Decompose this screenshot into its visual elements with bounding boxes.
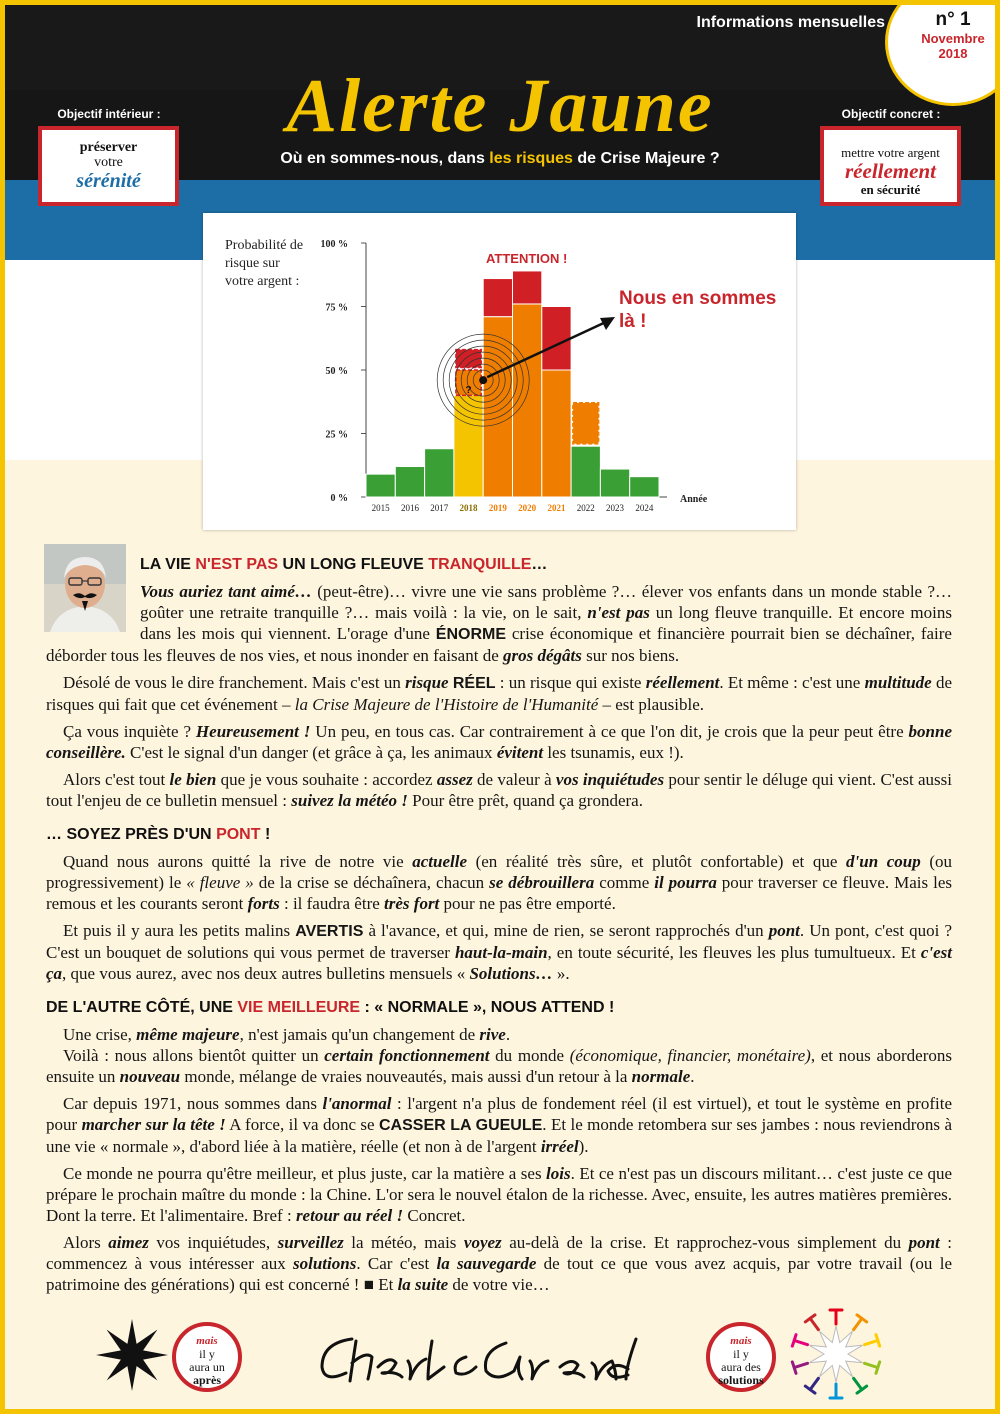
text-run: surveillez — [277, 1233, 344, 1252]
text-run: normale — [631, 1067, 691, 1086]
x-tick-label: 2020 — [518, 503, 537, 513]
text-run: vos inquiétudes — [555, 770, 665, 789]
text-run: gros dégâts — [503, 646, 582, 665]
text-run: évitent — [496, 743, 544, 762]
heading-1-a: LA VIE — [140, 556, 196, 573]
paragraph-5 — [46, 851, 952, 914]
badge-solutions-l2: aura des — [721, 1360, 761, 1374]
text-run: les tsunamis, eux !). — [543, 743, 684, 762]
bar — [600, 469, 629, 497]
paragraph-6 — [46, 920, 952, 984]
heading-2-a: … SOYEZ PRÈS D'UN — [46, 826, 217, 843]
star-ray — [794, 1363, 807, 1367]
black-star-icon — [94, 1317, 170, 1393]
article-body — [46, 548, 952, 1301]
x-tick-label: 2022 — [576, 503, 595, 513]
text-run: du monde — [489, 1046, 570, 1065]
text-run: la sauvegarde — [436, 1254, 537, 1273]
bar-risk — [542, 307, 571, 371]
text-run: de risques qui fait que cet événement – — [46, 673, 953, 714]
star-ray — [810, 1378, 818, 1389]
badge-solutions-l3: solutions — [718, 1373, 764, 1387]
heading-1-b: N'EST PAS — [195, 556, 279, 573]
star-ray — [865, 1363, 878, 1367]
heading-3-c: : « NORMALE », NOUS ATTEND ! — [360, 999, 615, 1016]
heading-1-c: UN LONG FLEUVE — [278, 556, 429, 573]
text-run: au-delà de la crise. Et rapprochez-vous simplement du — [501, 1233, 909, 1252]
text-run: RÉEL — [452, 675, 496, 692]
heading-2-c: ! — [260, 826, 271, 843]
text-run: haut-la-main — [454, 943, 548, 962]
text-run: Ça vous inquiète ? — [63, 722, 196, 741]
text-run: de votre vie… — [448, 1275, 550, 1294]
risk-chart — [203, 213, 796, 530]
text-run: marcher sur la tête ! — [81, 1115, 226, 1134]
text-run: assez — [436, 770, 473, 789]
x-axis-label: Année — [680, 494, 708, 505]
bar — [366, 474, 395, 497]
text-run: . Car c'est — [356, 1254, 437, 1273]
text-run: A force, il va donc se — [225, 1115, 379, 1134]
paragraph-4 — [46, 769, 952, 811]
text-run: Quand nous aurons quitté la rive de notre vie — [63, 852, 413, 871]
badge-solutions-mais: mais — [730, 1335, 752, 1347]
badge-apres-l3: après — [193, 1373, 221, 1387]
text-run: multitude — [864, 673, 932, 692]
text-run: – est plausible. — [598, 695, 705, 714]
text-run: AVERTIS — [295, 923, 364, 940]
star-ray — [794, 1340, 807, 1344]
text-run: . Et ce n'est pas un discours militant… c'est juste ce que prépare le prochain maître du monde : la Chine. L'or sera le nouvel étalon de la richesse. Avec, ensuite, les autres matières premières. Dont la terre. Et l'alimentaire. Bref : — [46, 1164, 953, 1225]
text-run: pont — [768, 921, 800, 940]
paragraph-10 — [46, 1163, 952, 1226]
right-objective-line1: mettre votre argent — [841, 145, 940, 160]
text-run: sur nos biens. — [581, 646, 680, 665]
text-run: irréel — [540, 1137, 579, 1156]
star-ray-fork — [792, 1362, 796, 1373]
x-tick-label: 2016 — [400, 503, 419, 513]
tagline-before: Où en sommes-nous, dans — [280, 150, 490, 167]
colorful-star-icon — [788, 1306, 884, 1402]
chart-ylabel: Probabilité de risque sur votre argent : — [225, 238, 304, 289]
text-run: Voilà : nous allons bientôt quitter un — [63, 1046, 325, 1065]
paragraph-1 — [46, 581, 952, 666]
masthead-logo: Alerte Jaune — [286, 64, 714, 148]
issue-number: n° 1 — [935, 9, 971, 30]
text-run: (peut-être)… vivre une vie sans problème ?… élever vos enfants dans un monde stable ?… goûter une retraite tranquille ?… mais voilà : la vie, on le sait, — [140, 582, 952, 622]
text-run: pour traverser ce fleuve. Mais les remous et les courants seront — [46, 873, 952, 913]
bar — [483, 317, 512, 497]
text-run: l'anormal — [322, 1094, 392, 1113]
text-run: rive — [479, 1025, 506, 1044]
text-run: de tout ce que vous avez acquis, par votre travail (ou le patrimoine des générations) qui est concerné ! ■ Et — [46, 1254, 953, 1294]
text-run: Heureusement ! — [195, 722, 311, 741]
bar — [395, 467, 424, 497]
text-run: . Et le monde retombera sur ses jambes : nous reviendrons à une vie « normale », d'abord liée à la matière, réelle (et non à de l'argent — [46, 1115, 952, 1156]
x-tick-label: 2021 — [547, 503, 566, 513]
text-run: . — [505, 1025, 511, 1044]
text-run: Solutions… — [469, 964, 553, 983]
right-objective-line2: réellement — [845, 159, 936, 183]
text-run: aimez — [108, 1233, 149, 1252]
text-run: la suite — [397, 1275, 449, 1294]
text-run: à l'avance, et qui, mine de rien, se seront rapprochés d'un — [363, 921, 769, 940]
text-run: Vous auriez tant aimé… — [140, 582, 312, 601]
text-run: ». — [552, 964, 570, 983]
bar — [630, 477, 659, 497]
badge-solutions-l1: il y — [733, 1347, 749, 1361]
star-ray-fork — [876, 1335, 880, 1346]
text-run: un long fleuve tranquille. Et encore moins dans les mois qui viennent. L'orage d'une — [140, 603, 952, 643]
signature — [316, 1327, 656, 1389]
text-run: réellement — [645, 673, 720, 692]
badge-apres-l1: il y — [199, 1347, 215, 1361]
text-run: ÉNORME — [435, 626, 507, 643]
heading-3-b: VIE MEILLEURE — [237, 999, 361, 1016]
left-objective-line1: préserver — [79, 140, 138, 155]
text-run: de valeur à — [472, 770, 556, 789]
right-objective-label: Objectif concret : — [841, 107, 941, 121]
text-run: : l'argent n'a plus de fondement réel (il est virtuel), et tout le système en profite pour — [46, 1094, 952, 1134]
text-run: (en réalité très sûre, et plutôt confortable) et que — [467, 852, 847, 871]
text-run: Et puis il y aura les petits malins — [63, 921, 296, 940]
text-run: pont — [908, 1233, 940, 1252]
text-run: , que vous aurez, avec nos deux autres bulletins mensuels « — [62, 964, 470, 983]
text-run: bonne conseillère. — [46, 722, 952, 762]
text-run: . Un pont, c'est quoi ? C'est un bouquet de solutions qui vous permet de traverser — [46, 921, 952, 962]
text-run: que je vous souhaite : accordez — [216, 770, 437, 789]
text-run: crise économique et financière pourrait bien se déchaîner, faire déborder tous les fleuves de nos vies, et nous inonder en faisant de — [46, 624, 952, 665]
y-tick-label: 0 % — [330, 493, 348, 504]
text-run: nouveau — [119, 1067, 181, 1086]
left-objective-line2: votre — [94, 155, 123, 170]
heading-2 — [46, 825, 952, 845]
left-objective-box — [38, 126, 179, 206]
text-run: la météo, mais — [343, 1233, 464, 1252]
paragraph-3 — [46, 721, 952, 763]
bar — [513, 304, 542, 497]
y-tick-label: 75 % — [325, 302, 348, 314]
text-run: suivez la météo ! — [291, 791, 408, 810]
heading-1 — [46, 555, 952, 575]
heading-1-d: TRANQUILLE — [428, 556, 532, 573]
star-ray — [865, 1340, 878, 1344]
y-tick-label: 100 % — [320, 239, 348, 250]
paragraph-2 — [46, 672, 952, 715]
text-run: (ou progressivement) le — [46, 852, 953, 892]
badge-solutions — [706, 1322, 776, 1392]
text-run: Désolé de vous le dire franchement. Mais c'est un — [63, 673, 406, 692]
text-run: il pourra — [654, 873, 717, 892]
text-run: n'est pas — [587, 603, 650, 622]
right-objective-line3: en sécurité — [860, 182, 921, 197]
text-run: , et nous aborderons ensuite un — [46, 1046, 952, 1086]
text-run: Alors c'est tout — [63, 770, 170, 789]
text-run: lois — [546, 1164, 571, 1183]
heading-1-e: … — [531, 556, 548, 573]
text-run: le bien — [169, 770, 217, 789]
text-run: (économique, financier, monétaire) — [569, 1046, 811, 1065]
text-run: : il faudra être — [279, 894, 385, 913]
y-tick-label: 50 % — [325, 366, 348, 377]
badge-apres — [172, 1322, 242, 1392]
x-tick-label: 2023 — [606, 503, 625, 513]
target-center — [479, 376, 487, 384]
text-run: Une crise, — [63, 1025, 137, 1044]
bar — [425, 449, 454, 497]
star-ray — [810, 1318, 818, 1329]
star-ray-fork — [876, 1362, 880, 1373]
bar — [542, 370, 571, 497]
badge-apres-mais: mais — [196, 1335, 218, 1347]
x-tick-label: 2015 — [371, 503, 390, 513]
text-run: pour sentir le déluge qui vient. C'est aussi tout l'enjeu de ce bulletin mensuel : — [46, 770, 952, 810]
text-run: Pour être prêt, quand ça grondera. — [407, 791, 643, 810]
text-run: Concret. — [403, 1206, 466, 1225]
text-run: même majeure — [136, 1025, 240, 1044]
star-ray-fork — [792, 1335, 796, 1346]
chart-attention-label: ATTENTION ! — [486, 251, 568, 266]
heading-3 — [46, 998, 952, 1018]
text-run: comme — [594, 873, 655, 892]
badge-apres-l2: aura un — [189, 1360, 225, 1374]
text-run: actuelle — [412, 852, 467, 871]
right-objective-box — [820, 126, 961, 206]
text-run: forts — [247, 894, 280, 913]
text-run: ). — [578, 1137, 589, 1156]
paragraph-8 — [46, 1045, 952, 1087]
heading-3-a: DE L'AUTRE CÔTÉ, UNE — [46, 999, 238, 1016]
text-run: la Crise Majeure de l'Histoire de l'Humanité — [294, 695, 599, 714]
text-run: CASSER LA GUEULE — [378, 1117, 543, 1134]
star-ray — [854, 1318, 862, 1329]
text-run: voyez — [463, 1233, 502, 1252]
x-tick-label: 2017 — [430, 503, 449, 513]
text-run: vos inquiétudes, — [148, 1233, 278, 1252]
text-run: « fleuve » — [186, 873, 254, 892]
text-run: . Et même : c'est une — [719, 673, 865, 692]
heading-2-b: PONT — [216, 826, 261, 843]
text-run: C'est le signal d'un danger (et grâce à ça, les animaux — [125, 743, 497, 762]
text-run: de la crise se déchaînera, chacun — [253, 873, 490, 892]
tagline — [200, 150, 800, 168]
question-mark: ? — [465, 384, 472, 396]
text-run: : un risque qui existe — [495, 673, 646, 692]
text-run: très fort — [384, 894, 440, 913]
bar — [571, 446, 600, 497]
text-run: certain fonctionnement — [324, 1046, 490, 1065]
issue-month: Novembre — [921, 31, 985, 46]
text-run: se débrouillera — [489, 873, 595, 892]
paragraph-9 — [46, 1093, 952, 1157]
x-tick-label: 2024 — [635, 503, 654, 513]
tagline-after: de Crise Majeure ? — [572, 150, 720, 167]
bar-risk — [513, 271, 542, 304]
text-run: Alors — [63, 1233, 109, 1252]
text-run: . — [690, 1067, 695, 1086]
text-run: , n'est jamais qu'un changement de — [239, 1025, 480, 1044]
monthly-label: Informations mensuelles — [696, 14, 885, 31]
text-run: d'un coup — [846, 852, 921, 871]
text-run: c'est ça — [46, 943, 952, 983]
x-tick-label: 2018 — [459, 503, 478, 513]
paragraph-11 — [46, 1232, 952, 1295]
text-run: Ce monde ne pourra qu'être meilleur, et plus juste, car la matière a ses — [63, 1164, 547, 1183]
text-run: monde, mélange de vraies nouveautés, mais aussi d'un retour à la — [180, 1067, 632, 1086]
bar-risk — [483, 279, 512, 317]
text-run: pour ne pas être emporté. — [439, 894, 616, 913]
left-objective-line3: sérénité — [76, 170, 141, 192]
uncertain-2022-box — [573, 403, 598, 444]
text-run: : commencez à vous intéresser aux — [46, 1233, 952, 1273]
y-tick-label: 25 % — [325, 429, 348, 441]
author-portrait — [44, 544, 126, 632]
issue-year: 2018 — [938, 46, 968, 61]
text-run: solutions — [293, 1254, 357, 1273]
tagline-highlight: les risques — [489, 150, 573, 167]
text-run: , en toute sécurité, les fleuves les plus tumultueux. Et — [547, 943, 921, 962]
text-run: Car depuis 1971, nous sommes dans — [63, 1094, 323, 1113]
chart-here-label: Nous en sommes là ! — [619, 288, 777, 332]
text-run: risque — [405, 673, 449, 692]
text-run: Un peu, en tous cas. Car contrairement à ce que l'on dit, je crois que la peur peut être — [310, 722, 909, 741]
x-tick-label: 2019 — [488, 503, 507, 513]
text-run: retour au réel ! — [295, 1206, 404, 1225]
paragraph-7 — [46, 1024, 952, 1045]
left-objective-label: Objectif intérieur : — [57, 107, 161, 121]
star-ray — [854, 1378, 862, 1389]
